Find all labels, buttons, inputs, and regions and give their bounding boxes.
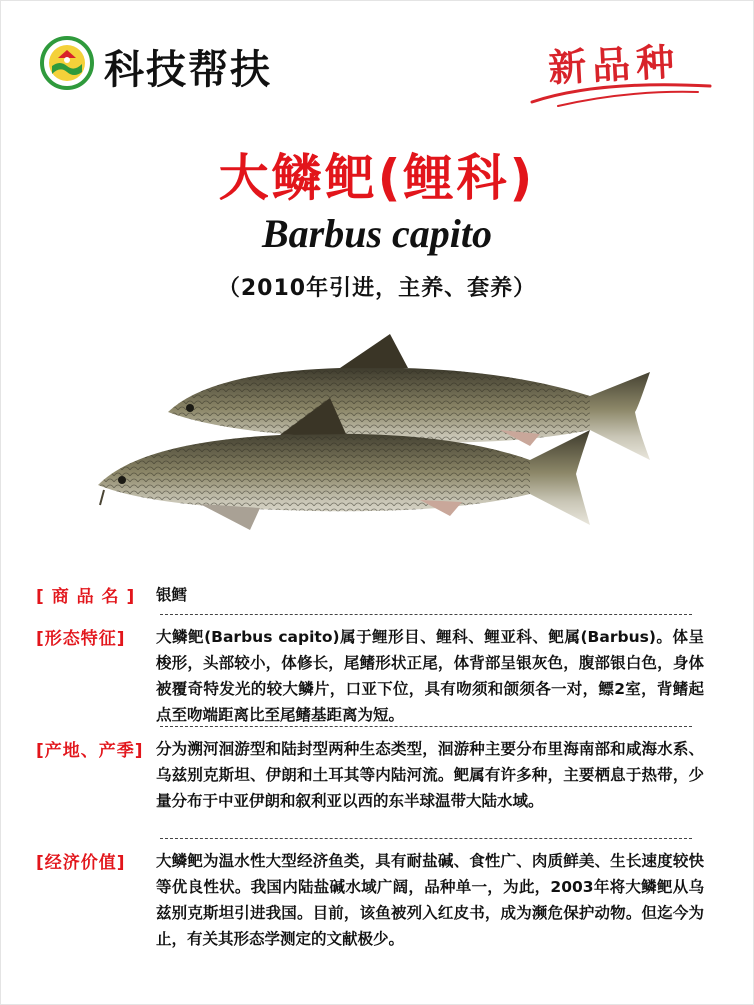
divider bbox=[160, 614, 692, 615]
section-label: [形态特征] bbox=[36, 629, 126, 649]
section-text: 大鳞鲃(Barbus capito)属于鲤形目、鲤科、鲤亚科、鲃属(Barbus)。体呈梭形，头部较小，体修长，尾鳍形状正尾，体背部呈银灰色，腹部银白色，身体被覆奇特发光的较大鳞片，口亚下位，具有吻须和颌须各一对，鳔2室，背鳍起点至吻端距离比至尾鳍基距离为短。 bbox=[156, 628, 704, 724]
section-label: [ 商 品 名 ] bbox=[36, 587, 136, 607]
section-text: 分为溯河洄游型和陆封型两种生态类型，洄游种主要分布里海南部和咸海水系、乌兹别克斯坦、伊朗和土耳其等内陆河流。鲃属有许多种，主要栖息于热带，少量分布于中亚伊朗和叙利亚以西的东半球温带大陆水域。 bbox=[156, 740, 704, 810]
logo-emblem-icon bbox=[40, 36, 94, 90]
section-product-name bbox=[36, 582, 696, 608]
section-text: 大鳞鲃为温水性大型经济鱼类，具有耐盐碱、食性广、肉质鲜美、生长速度较快等优良性状。我国内陆盐碱水域广阔，品种单一，为此，2003年将大鳞鲃从乌兹别克斯坦引进我国。目前，该鱼被列入红皮书，成为濒危保护动物。但迄今为止，有关其形态学测定的文献极少。 bbox=[156, 852, 704, 948]
fish-illustration bbox=[90, 320, 670, 535]
divider bbox=[160, 726, 692, 727]
section-label: [产地、产季] bbox=[36, 741, 144, 761]
section-morphology bbox=[36, 624, 704, 728]
new-variety-badge: 新品种 bbox=[547, 38, 682, 91]
section-label: [经济价值] bbox=[36, 853, 126, 873]
section-text: 银鳕 bbox=[156, 586, 188, 604]
brand-title: 科技帮扶 bbox=[104, 46, 272, 93]
divider bbox=[160, 838, 692, 839]
badge-underline bbox=[528, 72, 713, 112]
section-origin-season bbox=[36, 736, 704, 840]
page-title: 大鳞鲃(鲤科) bbox=[218, 149, 536, 207]
scientific-name: Barbus capito bbox=[261, 211, 493, 256]
section-economic-value bbox=[36, 848, 704, 952]
introduction-note: （2010年引进，主养、套养） bbox=[217, 276, 537, 301]
